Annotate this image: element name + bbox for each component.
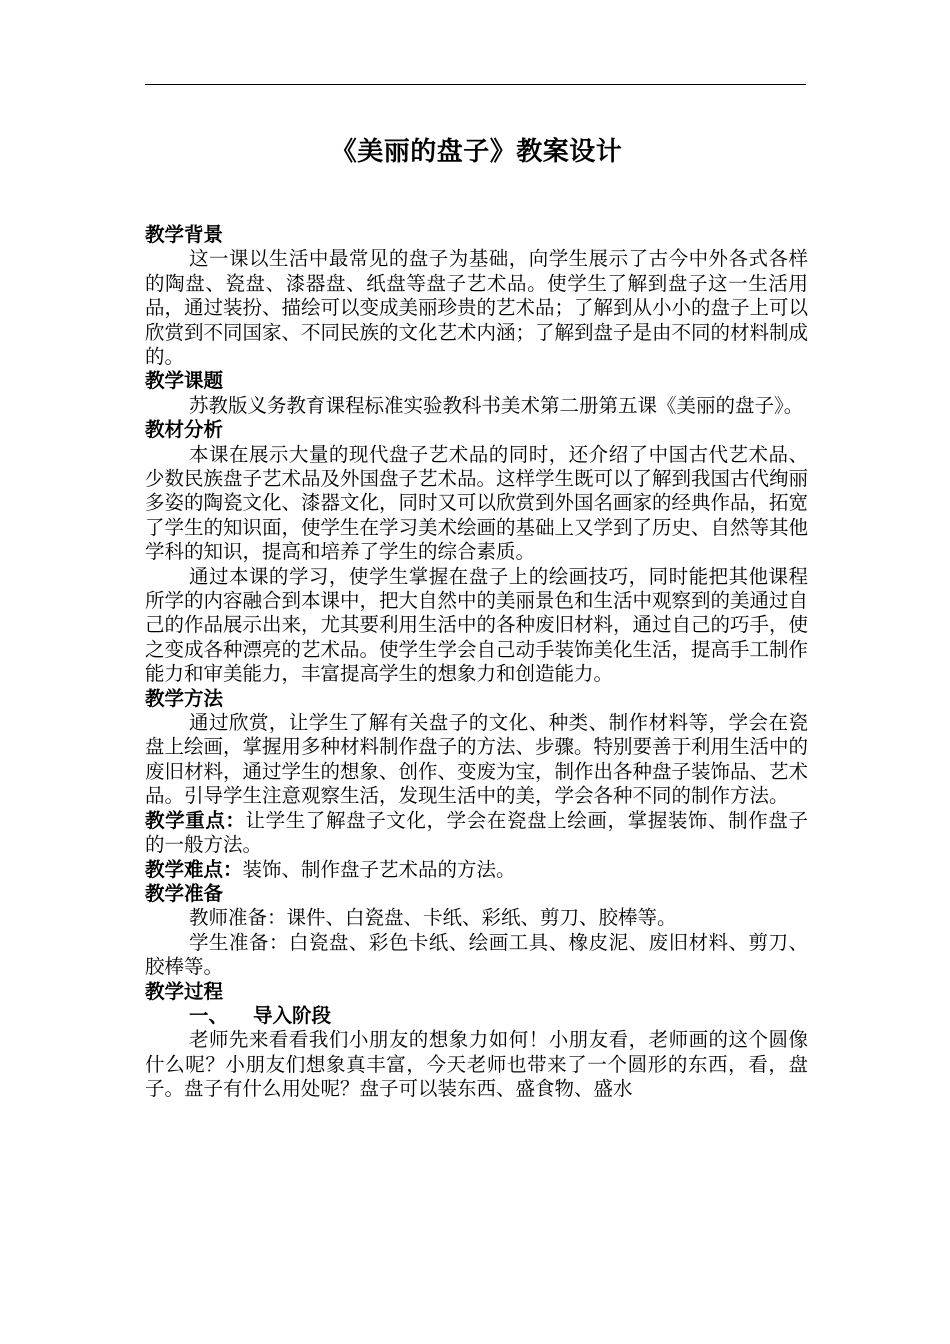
paragraph-process-intro: 老师先来看看我们小朋友的想象力如何！小朋友看，老师画的这个圆像什么呢？小朋友们想象真丰富，今天老师也带来了一个圆形的东西，看，盘子。盘子有什么用处呢？盘子可以装东西、盛食物、盛水	[145, 1028, 808, 1101]
document-body	[145, 223, 808, 1102]
header-rule	[145, 84, 806, 85]
difficulty-label: 教学难点：	[145, 857, 243, 881]
section-heading-analysis: 教材分析	[145, 418, 224, 442]
paragraph-background: 这一课以生活中最常见的盘子为基础，向学生展示了古今中外各式各样的陶盘、瓷盘、漆器盘、纸盘等盘子艺术品。使学生了解到盘子这一生活用品，通过装扮、描绘可以变成美丽珍贵的艺术品；了解到从小小的盘子上可以欣赏到不同国家、不同民族的文化艺术内涵；了解到盘子是由不同的材料制成的。	[145, 247, 809, 369]
key-point-line	[145, 809, 808, 858]
process-step-heading	[145, 1004, 808, 1028]
section-heading-preparation: 教学准备	[145, 881, 224, 905]
section-heading-method: 教学方法	[145, 686, 224, 710]
paragraph-analysis-2: 通过本课的学习，使学生掌握在盘子上的绘画技巧，同时能把其他课程所学的内容融合到本课中，把大自然中的美丽景色和生活中观察到的美通过自己的作品展示出来，尤其要利用生活中的各种废旧材料，通过自己的巧手，使之变成各种漂亮的艺术品。使学生学会自己动手装饰美化生活，提高手工制作能力和审美能力，丰富提高学生的想象力和创造能力。	[145, 564, 809, 686]
paragraph-method: 通过欣赏，让学生了解有关盘子的文化、种类、制作材料等，学会在瓷盘上绘画，掌握用多种材料制作盘子的方法、步骤。特别要善于利用生活中的废旧材料，通过学生的想象、创作、变废为宝，制作出各种盘子装饰品、艺术品。引导学生注意观察生活，发现生活中的美，学会各种不同的制作方法。	[145, 711, 809, 808]
key-point-text: 让学生了解盘子文化，学会在瓷盘上绘画，掌握装饰、制作盘子的一般方法。	[145, 808, 808, 857]
difficulty-text: 装饰、制作盘子艺术品的方法。	[242, 857, 516, 881]
paragraph-topic: 苏教版义务教育课程标准实验教科书美术第二册第五课《美丽的盘子》。	[189, 393, 804, 417]
process-step-number: 一、	[189, 1003, 229, 1027]
difficulty-line	[145, 858, 808, 882]
section-heading-background: 教学背景	[145, 223, 224, 246]
section-heading-process: 教学过程	[145, 979, 224, 1003]
key-point-label: 教学重点：	[145, 808, 246, 832]
paragraph-student-preparation: 学生准备：白瓷盘、彩色卡纸、绘画工具、橡皮泥、废旧材料、剪刀、胶棒等。	[145, 930, 808, 979]
paragraph-teacher-preparation: 教师准备：课件、白瓷盘、卡纸、彩纸、剪刀、胶棒等。	[189, 906, 677, 930]
process-step-title: 导入阶段	[253, 1003, 332, 1027]
section-heading-topic: 教学课题	[145, 369, 224, 393]
page-title: 《美丽的盘子》教案设计	[330, 137, 623, 167]
paragraph-analysis-1: 本课在展示大量的现代盘子艺术品的同时，还介绍了中国古代艺术品、少数民族盘子艺术品及外国盘子艺术品。这样学生既可以了解到我国古代绚丽多姿的陶瓷文化、漆器文化，同时又可以欣赏到外国名画家的经典作品，拓宽了学生的知识面，使学生在学习美术绘画的基础上又学到了历史、自然等其他学科的知识，提高和培养了学生的综合素质。	[145, 442, 809, 564]
